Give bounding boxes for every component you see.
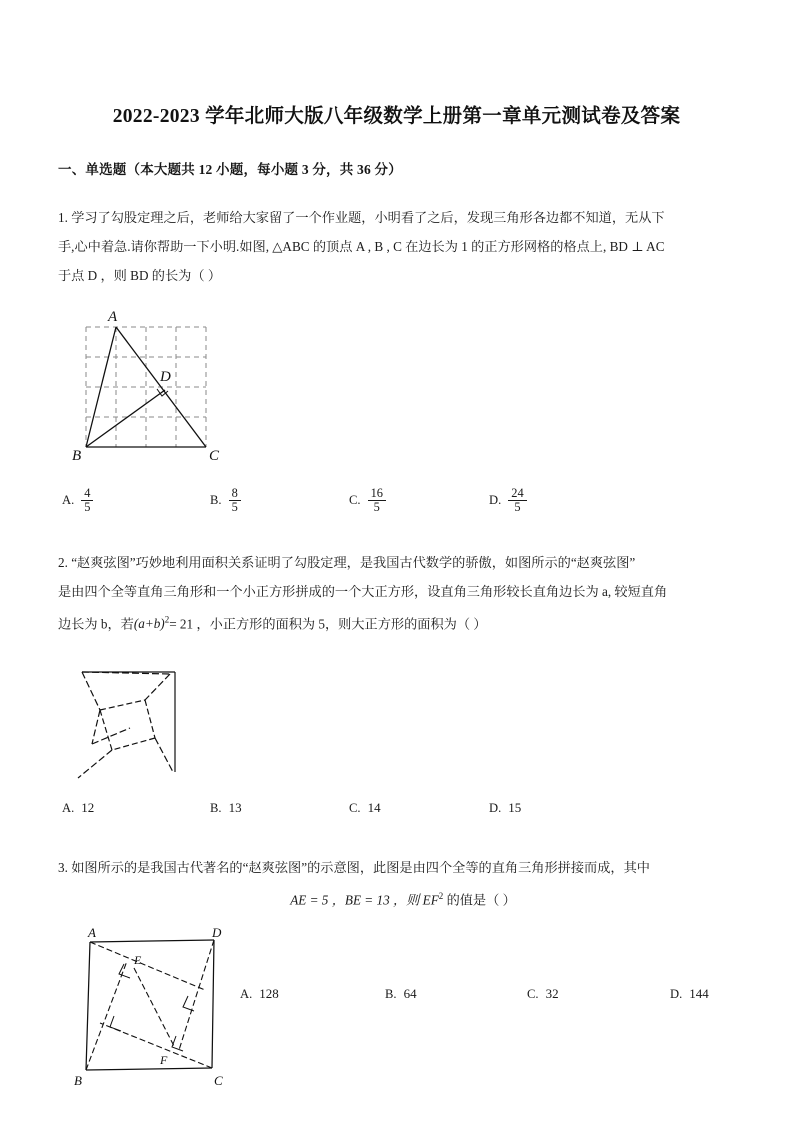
option-letter: D. [489,800,502,815]
option-value: 15 [508,800,522,815]
option-fraction [508,487,526,514]
option-letter: B. [210,493,222,508]
option-letter: A. [62,800,75,815]
figure3-label-E: E [134,953,142,967]
question-3-option-b[interactable] [385,986,417,1002]
question-1-option-c[interactable] [349,487,386,514]
fraction-numerator: 4 [81,487,93,501]
question-3-option-c[interactable] [527,986,559,1002]
question-2-option-c[interactable] [349,800,381,816]
question-3-line-1: 3. 如图所示的是我国古代著名的“赵爽弦图”的示意图，此图是由四个全等的直角三角形拼接而成，其中 [58,860,650,875]
question-2-line-1: 2. “赵爽弦图”巧妙地利用面积关系证明了勾股定理，是我国古代数学的骄傲，如图所示的“赵爽弦图” [58,555,636,570]
question-2-line-3-pre: 边长为 b，若 [58,616,134,632]
question-3-block [58,853,748,914]
question-1-option-a[interactable] [62,487,93,514]
question-2-line-3-post: = 21 ，小正方形的面积为 5，则大正方形的面积为（ ） [169,616,487,632]
formula-base: (a+b) [133,616,165,632]
figure3-label-C: C [214,1073,223,1088]
question-3-option-d[interactable] [670,986,709,1002]
question-1-options [62,487,752,527]
option-letter: C. [349,493,361,508]
question-3-figure [72,928,252,1105]
option-letter: B. [385,986,397,1001]
fraction-denominator: 5 [84,500,91,515]
question-2-block [58,548,748,638]
figure1-label-D: D [160,369,171,385]
question-2-figure [70,662,230,792]
question-1-line-2: 手,心中着急.请你帮助一下小明.如图, △ABC 的顶点 A , B , C 在边长为 1 的正方形网格的格点上, BD ⊥ AC [58,239,665,254]
figure3-label-B: B [74,1073,82,1088]
figure3-label-A: A [88,928,96,940]
question-2-option-b[interactable] [210,800,242,816]
option-value: 13 [228,800,242,815]
option-value: 14 [367,800,381,815]
page-title: 2022-2023 学年北师大版八年级数学上册第一章单元测试卷及答案 [112,106,681,127]
option-value: 144 [689,986,709,1001]
option-fraction [368,487,386,514]
figure1-label-A: A [108,309,118,325]
question-1-block [58,203,748,290]
option-value: 32 [545,986,559,1001]
option-value: 64 [403,986,417,1001]
question-1-option-b[interactable] [210,487,241,514]
fraction-numerator: 24 [508,487,526,501]
option-letter: A. [240,986,253,1001]
option-fraction [229,487,241,514]
fraction-denominator: 5 [373,500,380,515]
option-letter: D. [489,493,502,508]
question-2-options [62,800,752,824]
question-3-ae: AE = 5 ， [290,892,345,908]
option-value: 128 [259,986,279,1001]
question-3-option-a[interactable] [240,986,279,1002]
fraction-numerator: 16 [368,487,386,501]
question-3-line-2 [58,882,748,914]
fraction-numerator: 8 [229,487,241,501]
question-3-ef-exponent: 2 [438,891,444,901]
question-2-formula [134,616,169,631]
question-2-line-3 [58,606,748,638]
option-letter: D. [670,986,683,1001]
option-letter: A. [62,493,75,508]
question-3-line-2-post: 的值是（ ） [443,892,516,908]
figure1-label-C: C [209,448,220,464]
question-3-ef: EF [422,892,439,908]
question-2-option-d[interactable] [489,800,521,816]
figure1-label-B: B [72,448,82,464]
question-1-option-d[interactable] [489,487,527,514]
formula-exponent: 2 [164,615,170,625]
question-2-line-2: 是由四个全等直角三角形和一个小正方形拼成的一个大正方形，设直角三角形较长直角边长为 a, 较短直角 [58,584,668,599]
question-1-figure [68,305,268,475]
option-value: 12 [81,800,95,815]
option-fraction [81,487,93,514]
figure3-label-D: D [212,928,222,940]
option-letter: B. [210,800,222,815]
question-3-be: BE = 13 ，则 [344,892,423,908]
figure3-label-F: F [160,1053,168,1067]
fraction-denominator: 5 [231,500,238,515]
option-letter: C. [527,986,539,1001]
question-3-options [240,986,793,1010]
question-1-line-1: 1. 学习了勾股定理之后，老师给大家留了一个作业题，小明看了之后，发现三角形各边都不知道，无从下 [58,210,665,225]
question-1-line-3: 于点 D ，则 BD 的长为（ ） [58,268,222,283]
option-letter: C. [349,800,361,815]
question-2-option-a[interactable] [62,800,94,816]
fraction-denominator: 5 [514,500,521,515]
section-heading: 一、单选题（本大题共 12 小题，每小题 3 分，共 36 分） [58,162,402,177]
